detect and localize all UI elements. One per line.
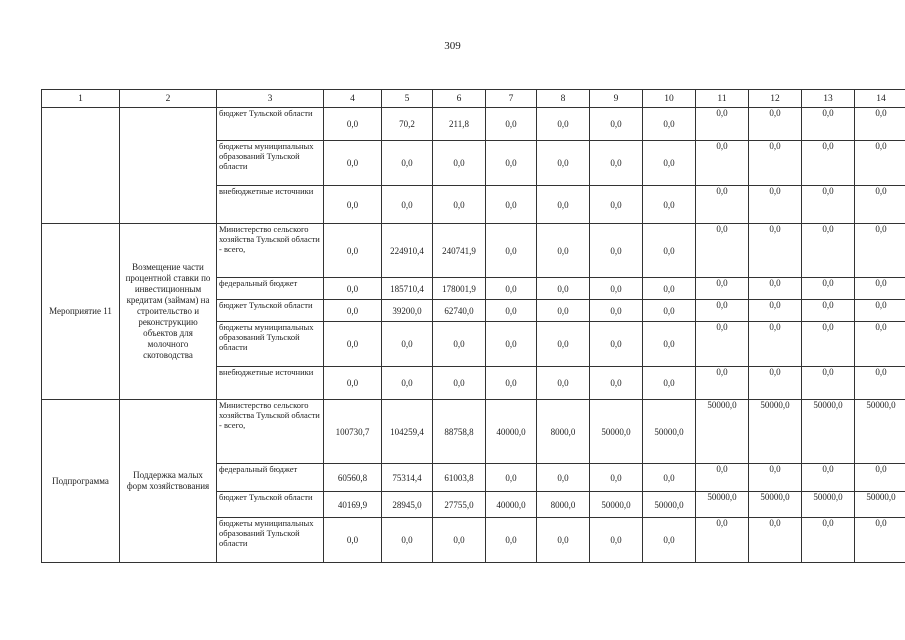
value-cell: 0,0 [802,224,855,278]
value-cell: 0,0 [643,141,696,186]
value-cell: 50000,0 [802,492,855,518]
funding-source-cell: внебюджетные источники [217,367,324,400]
table-row [42,108,905,141]
value-cell: 40000,0 [486,492,537,518]
value-cell: 0,0 [802,322,855,367]
value-cell: 0,0 [696,108,749,141]
funding-source-cell: внебюджетные источники [217,186,324,224]
value-cell: 0,0 [802,367,855,400]
value-cell: 0,0 [382,518,433,563]
value-cell: 0,0 [802,464,855,492]
funding-source-cell: Министерство сельского хозяйства Тульской области - всего, [217,400,324,464]
value-cell: 0,0 [696,278,749,300]
value-cell: 0,0 [643,367,696,400]
program-cell: Подпрограмма [42,400,120,563]
value-cell: 50000,0 [590,492,643,518]
value-cell: 0,0 [537,518,590,563]
column-header-10: 10 [643,90,696,108]
value-cell: 0,0 [643,224,696,278]
value-cell: 185710,4 [382,278,433,300]
value-cell: 0,0 [537,300,590,322]
value-cell: 50000,0 [749,492,802,518]
funding-source-cell: бюджет Тульской области [217,492,324,518]
value-cell: 0,0 [324,278,382,300]
value-cell: 70,2 [382,108,433,141]
value-cell: 0,0 [696,300,749,322]
value-cell: 0,0 [802,108,855,141]
value-cell: 0,0 [855,186,905,224]
value-cell: 0,0 [382,186,433,224]
funding-source-cell: бюджеты муниципальных образований Тульской области [217,322,324,367]
value-cell: 0,0 [643,518,696,563]
value-cell: 40169,9 [324,492,382,518]
funding-source-cell: бюджет Тульской области [217,300,324,322]
value-cell: 0,0 [324,108,382,141]
value-cell: 0,0 [433,141,486,186]
value-cell: 0,0 [696,186,749,224]
value-cell: 50000,0 [696,400,749,464]
value-cell: 104259,4 [382,400,433,464]
value-cell: 50000,0 [802,400,855,464]
column-header-13: 13 [802,90,855,108]
value-cell: 50000,0 [590,400,643,464]
value-cell: 0,0 [590,224,643,278]
value-cell: 0,0 [486,108,537,141]
column-header-11: 11 [696,90,749,108]
value-cell: 0,0 [696,322,749,367]
column-header-12: 12 [749,90,802,108]
value-cell: 0,0 [486,367,537,400]
program-cell: Мероприятие 11 [42,224,120,400]
value-cell: 0,0 [696,518,749,563]
value-cell: 0,0 [486,224,537,278]
value-cell: 0,0 [643,322,696,367]
value-cell: 0,0 [486,518,537,563]
value-cell: 0,0 [802,300,855,322]
description-cell: Поддержка малых форм хозяйствования [120,400,217,563]
value-cell: 0,0 [643,464,696,492]
description-cell: Возмещение части процентной ставки по инвестиционным кредитам (займам) на строительство и реконструкцию объектов для молочного скотоводства [120,224,217,400]
value-cell: 178001,9 [433,278,486,300]
table-row [42,224,905,278]
value-cell: 0,0 [643,186,696,224]
value-cell: 0,0 [590,300,643,322]
value-cell: 0,0 [486,186,537,224]
value-cell: 0,0 [749,186,802,224]
funding-source-cell: бюджеты муниципальных образований Тульской области [217,141,324,186]
value-cell: 0,0 [324,141,382,186]
value-cell: 100730,7 [324,400,382,464]
value-cell: 8000,0 [537,492,590,518]
value-cell: 0,0 [590,464,643,492]
page-number: 309 [444,40,461,52]
value-cell: 0,0 [802,186,855,224]
value-cell: 0,0 [855,141,905,186]
value-cell: 0,0 [696,224,749,278]
value-cell: 0,0 [324,186,382,224]
funding-source-cell: бюджет Тульской области [217,108,324,141]
value-cell: 0,0 [749,224,802,278]
column-header-9: 9 [590,90,643,108]
value-cell: 211,8 [433,108,486,141]
header-row [42,90,905,108]
value-cell: 0,0 [643,278,696,300]
value-cell: 61003,8 [433,464,486,492]
value-cell: 50000,0 [696,492,749,518]
value-cell: 0,0 [486,322,537,367]
column-header-5: 5 [382,90,433,108]
value-cell: 8000,0 [537,400,590,464]
column-header-14: 14 [855,90,905,108]
value-cell: 0,0 [433,186,486,224]
funding-source-cell: федеральный бюджет [217,278,324,300]
value-cell: 0,0 [749,367,802,400]
value-cell: 0,0 [537,278,590,300]
value-cell: 0,0 [537,186,590,224]
value-cell: 0,0 [749,141,802,186]
value-cell: 50000,0 [643,400,696,464]
value-cell: 0,0 [749,108,802,141]
value-cell: 0,0 [855,224,905,278]
value-cell: 0,0 [749,518,802,563]
table-row [42,400,905,464]
value-cell: 0,0 [433,367,486,400]
value-cell: 0,0 [590,278,643,300]
value-cell: 0,0 [382,141,433,186]
value-cell: 0,0 [855,300,905,322]
column-header-8: 8 [537,90,590,108]
value-cell: 0,0 [537,464,590,492]
value-cell: 0,0 [486,300,537,322]
value-cell: 0,0 [855,518,905,563]
program-cell [42,108,120,224]
value-cell: 0,0 [382,367,433,400]
value-cell: 0,0 [749,300,802,322]
description-cell [120,108,217,224]
value-cell: 240741,9 [433,224,486,278]
value-cell: 0,0 [749,278,802,300]
value-cell: 0,0 [537,367,590,400]
funding-source-cell: федеральный бюджет [217,464,324,492]
value-cell: 39200,0 [382,300,433,322]
value-cell: 0,0 [590,108,643,141]
value-cell: 0,0 [696,367,749,400]
value-cell: 0,0 [324,322,382,367]
column-header-6: 6 [433,90,486,108]
value-cell: 0,0 [590,518,643,563]
value-cell: 0,0 [643,108,696,141]
value-cell: 27755,0 [433,492,486,518]
value-cell: 60560,8 [324,464,382,492]
value-cell: 50000,0 [855,400,905,464]
value-cell: 0,0 [855,367,905,400]
value-cell: 75314,4 [382,464,433,492]
value-cell: 0,0 [643,300,696,322]
value-cell: 50000,0 [855,492,905,518]
value-cell: 0,0 [486,464,537,492]
value-cell: 0,0 [696,464,749,492]
value-cell: 0,0 [802,278,855,300]
value-cell: 0,0 [537,108,590,141]
value-cell: 0,0 [324,367,382,400]
column-header-4: 4 [324,90,382,108]
funding-source-cell: Министерство сельского хозяйства Тульской области - всего, [217,224,324,278]
value-cell: 0,0 [486,278,537,300]
value-cell: 0,0 [802,141,855,186]
value-cell: 0,0 [537,224,590,278]
funding-source-cell: бюджеты муниципальных образований Тульской области [217,518,324,563]
value-cell: 0,0 [696,141,749,186]
value-cell: 0,0 [486,141,537,186]
value-cell: 0,0 [537,141,590,186]
value-cell: 0,0 [324,224,382,278]
value-cell: 0,0 [749,464,802,492]
value-cell: 40000,0 [486,400,537,464]
value-cell: 0,0 [382,322,433,367]
value-cell: 0,0 [324,300,382,322]
value-cell: 0,0 [537,322,590,367]
value-cell: 0,0 [855,278,905,300]
column-header-3: 3 [217,90,324,108]
column-header-1: 1 [42,90,120,108]
value-cell: 0,0 [433,518,486,563]
value-cell: 0,0 [855,108,905,141]
column-header-7: 7 [486,90,537,108]
value-cell: 88758,8 [433,400,486,464]
value-cell: 0,0 [590,322,643,367]
value-cell: 0,0 [433,322,486,367]
value-cell: 0,0 [855,322,905,367]
value-cell: 50000,0 [749,400,802,464]
value-cell: 0,0 [802,518,855,563]
column-header-2: 2 [120,90,217,108]
value-cell: 0,0 [324,518,382,563]
value-cell: 0,0 [590,141,643,186]
value-cell: 28945,0 [382,492,433,518]
budget-table [41,89,905,563]
value-cell: 50000,0 [643,492,696,518]
value-cell: 0,0 [855,464,905,492]
value-cell: 0,0 [749,322,802,367]
value-cell: 0,0 [590,367,643,400]
value-cell: 224910,4 [382,224,433,278]
value-cell: 62740,0 [433,300,486,322]
value-cell: 0,0 [590,186,643,224]
